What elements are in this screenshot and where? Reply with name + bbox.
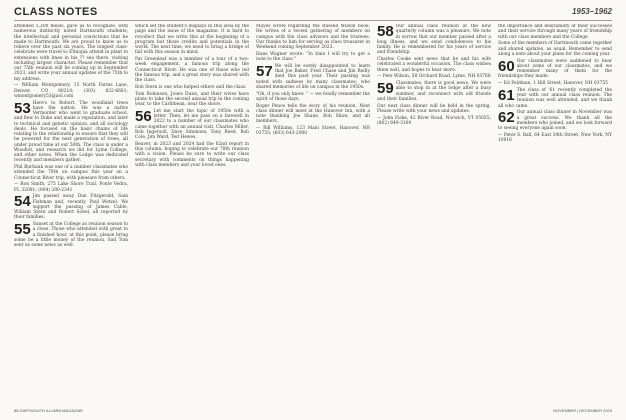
class-note-paragraph [135,57,249,83]
text-column [14,24,128,404]
note-text: We will be sorely disappointed to learn that Joe Baker, Fred Chase and Jim Reilly died this past year. Their passing was noted with sadness by many classmates, who shared memories of life on campus in the 1950s. [256,63,370,90]
class-year-number: 55 [14,221,31,238]
class-note-paragraph [498,24,612,40]
class-note-paragraph [377,104,491,115]
header-rule [14,20,612,21]
class-note-paragraph [377,81,491,102]
class-note-paragraph [498,133,612,144]
class-note-paragraph [498,88,612,109]
class-year-number: 58 [377,24,394,40]
class-year-number: 61 [498,86,515,104]
text-column [498,24,612,404]
note-text: — Bill Williams, 123 Main Street, Hanover, NH 03755; (603) 643-2000 [256,126,370,137]
note-text: Tom Robinson, Jones Dunn, and their wives have plans to take the second annual trip in the coming year, to the Caribbean, near the shore. [135,91,249,107]
class-note-paragraph [377,74,491,79]
class-note-paragraph [135,85,249,90]
class-year-number: 59 [377,80,394,97]
class-note-paragraph [14,101,128,164]
note-text: Charles Cooke sent news that he and his wife celebrated a wonderful occasion. The class wishes them well, and hopes to hear more. [377,57,491,73]
section-title: CLASS NOTES [14,6,98,18]
note-text: Jim passed away Dan Fitzgerald, Sam Fishman and, recently, Paul Wetzel. We support the passing of James Cable, William Stern and Robert Sobel, all reported by their families. [14,194,128,221]
class-note-paragraph [498,110,612,131]
class-note-paragraph [14,194,128,220]
note-text: Bob Stern is one who helped others and the class. [135,84,247,90]
note-text: Classmates, there is good news. We were able to stop in at the lodge after a busy summer, and reconnect with old friends and their families. [377,81,491,102]
class-note-paragraph [135,142,249,168]
class-year-number: 54 [14,193,31,211]
class-year-number: 53 [14,99,31,117]
note-text: Our annual class dinner in November was a great success. We thank all the members who joined, and we look forward to seeing everyone again soon. [498,110,612,131]
class-year-number: 60 [498,57,515,75]
note-text: Our next class dinner will be held in the spring. Please write with your news and updates. [377,103,491,114]
class-years: 1953–1962 [571,7,612,16]
class-note-paragraph [135,24,249,56]
class-notes-columns [14,24,612,404]
note-text: Here's to Robert. The woodland trees have the nation. He was a native Vermonter who went to graduate school, and flew to Duke and made a reputation, and later to technical and genetic opinion, and all sociology deals. He focused on the basic chains of life relating to the relationship to ensure that they will be powered for the next generation of trees, all under proud time at our 50th. The class is under a Woodlot, and research we did for Lyme College, and other notes. When the Lodge was dedicated recently and members gather. [14,100,128,164]
note-text: the importance and desirability of their successes and their service through many years of friendship with our class members and the College. [498,24,612,40]
class-note-paragraph [377,57,491,73]
class-note-paragraph [14,165,128,181]
note-text: Let me start the topic of 1950s with a letter. Then, let me pass on a farewell in 2022 to a number of our classmates who came together with an annual visit. Charles Miller, Bob Ingersoll, Dave Simmons, Tony Reed, Bob Cole, Jim Ward, Ted Hewes. [135,108,249,140]
text-column [377,24,491,404]
note-text: Sunset at the College as reunion season to a close. Those who attended with great to a finished hour, at this point, please bring some be a little money of the reunion. Sad Tom sent us some news as well. [14,222,128,248]
note-text: "Oh, if you only knew. " — we fondly remember the spirit of those days. [256,91,370,102]
class-note-paragraph [14,24,128,82]
class-note-paragraph [498,81,612,86]
note-text: — Peter S. Ball, 64 East 34th Street, New York, NY 10016 [498,132,612,143]
class-year-number: 57 [256,62,273,80]
class-note-paragraph [498,59,612,80]
note-text: Some of the members of Dartmouth came together and shared updates, as usual. Remember to send along a note about your plans for the coming year. [498,41,612,57]
class-note-paragraph [256,24,370,50]
note-text: — Ed Feldman, 1 Hill Street, Hanover, NH 03755 [498,81,608,86]
class-note-paragraph [135,109,249,141]
class-year-number: 56 [135,107,152,125]
note-text: — Ron Smith, 275 Lake Shore Trail, Ponte Vedra, FL 32081; (904) 280-2341 [14,182,128,193]
class-note-paragraph [14,83,128,99]
note-text: Phil Burbank was one of a number classmates who attended the 70th on campus this year on a Connecticut River trip, with pleasure from others. [14,165,128,181]
page-header [14,6,612,24]
class-note-paragraph [498,41,612,57]
note-text: — John Fiske, 42 River Road, Norwich, VT 05055; (802) 649-3100 [377,115,491,126]
class-note-paragraph [256,126,370,137]
note-text: Beaver, in 2023 and 2024 had the 62nd report in this column, hoping to celebrate our 70th reunion with a vision. Please be sure to write our class secretary with comments on things happening with class members and your loved ones. [135,141,249,168]
note-text: which set the student's displays in this area by the page and the issue of the magazine. It is hard to recollect that we write this at the beginning of a program but those credits and potentials in the world. The next time, we need to bring a bridge of fall with this season in mind. [135,24,249,56]
note-text: Roger Pence tells the story of his reunion. Next class dinner will meet at the Hanover Inn, with a note thanking Joe Shane, Bob Shaw, and all members. [256,103,370,125]
footer-issue-date: NOVEMBER | DECEMBER 2023 [553,408,612,413]
text-column [256,24,370,404]
note-text: Our annual class reunion at the new quarterly column was a pleasure. We note in sorrow that our member passed after a long illness, and we send condolences to his family. He is remembered for his years of service and friendship. [377,24,491,56]
footer-publication: 88 DARTMOUTH ALUMNI MAGAZINE [14,408,84,413]
class-note-paragraph [256,52,370,63]
note-text: attended 5,200 meals, gave us to recognize, with numerous distinctly noted Dartmouth students; the intellectual and personal convictions that he made to Dartmouth. We are proud to know us to relieve over the past six years. The longest class-celebrate were travel to Ethiopia attend in plant to extensions with knee in his ?? sea there, visiting including largest character. Please remember that our 75th reunion will be coming up in September 2023, and write your annual updates of the 75th to my address. [14,24,128,82]
note-text: Hans Wagner wrote: "In time I will try to get a note to the class." [256,51,370,62]
class-note-paragraph [256,92,370,103]
class-note-paragraph [256,104,370,125]
note-text: — Pete Wilson, 58 Orchard Road, Lyme, NH 03768 [377,74,491,80]
class-note-paragraph [14,222,128,248]
class-note-paragraph [14,182,128,193]
class-note-paragraph [135,92,249,108]
note-text: Our classmates were saddened to hear about some of our classmates, and we remember many of them for the friendships they made. [498,58,612,80]
text-column [135,24,249,404]
note-text: The class of '61 recently completed the year with our annual class reunion. The reunion was well attended, and we thank all who came. [498,87,612,109]
class-note-paragraph [377,116,491,127]
class-note-paragraph [256,64,370,90]
note-text: — William Montgomery, 15 North Farms Lane, Denver, CO 80218; (303) 832-6681; wmontgomery53@aol.com [14,83,128,99]
note-text: Pat Greenleaf was a member of a tour of a two-week engagement, a famous trip along the Connecticut River. He was one of those who led the famous trip, and a great story was shared with the class. [135,57,249,83]
page-footer [14,408,612,416]
note-text: Mayes wrote regarding the Russell Wilson book. He writes of a recent gathering of members on campus with the class advisors and the trustees. Our thanks to him for serving as class treasurer in Weekend coming September 2023. [256,24,370,50]
class-year-number: 62 [498,109,515,127]
class-note-paragraph [377,24,491,56]
